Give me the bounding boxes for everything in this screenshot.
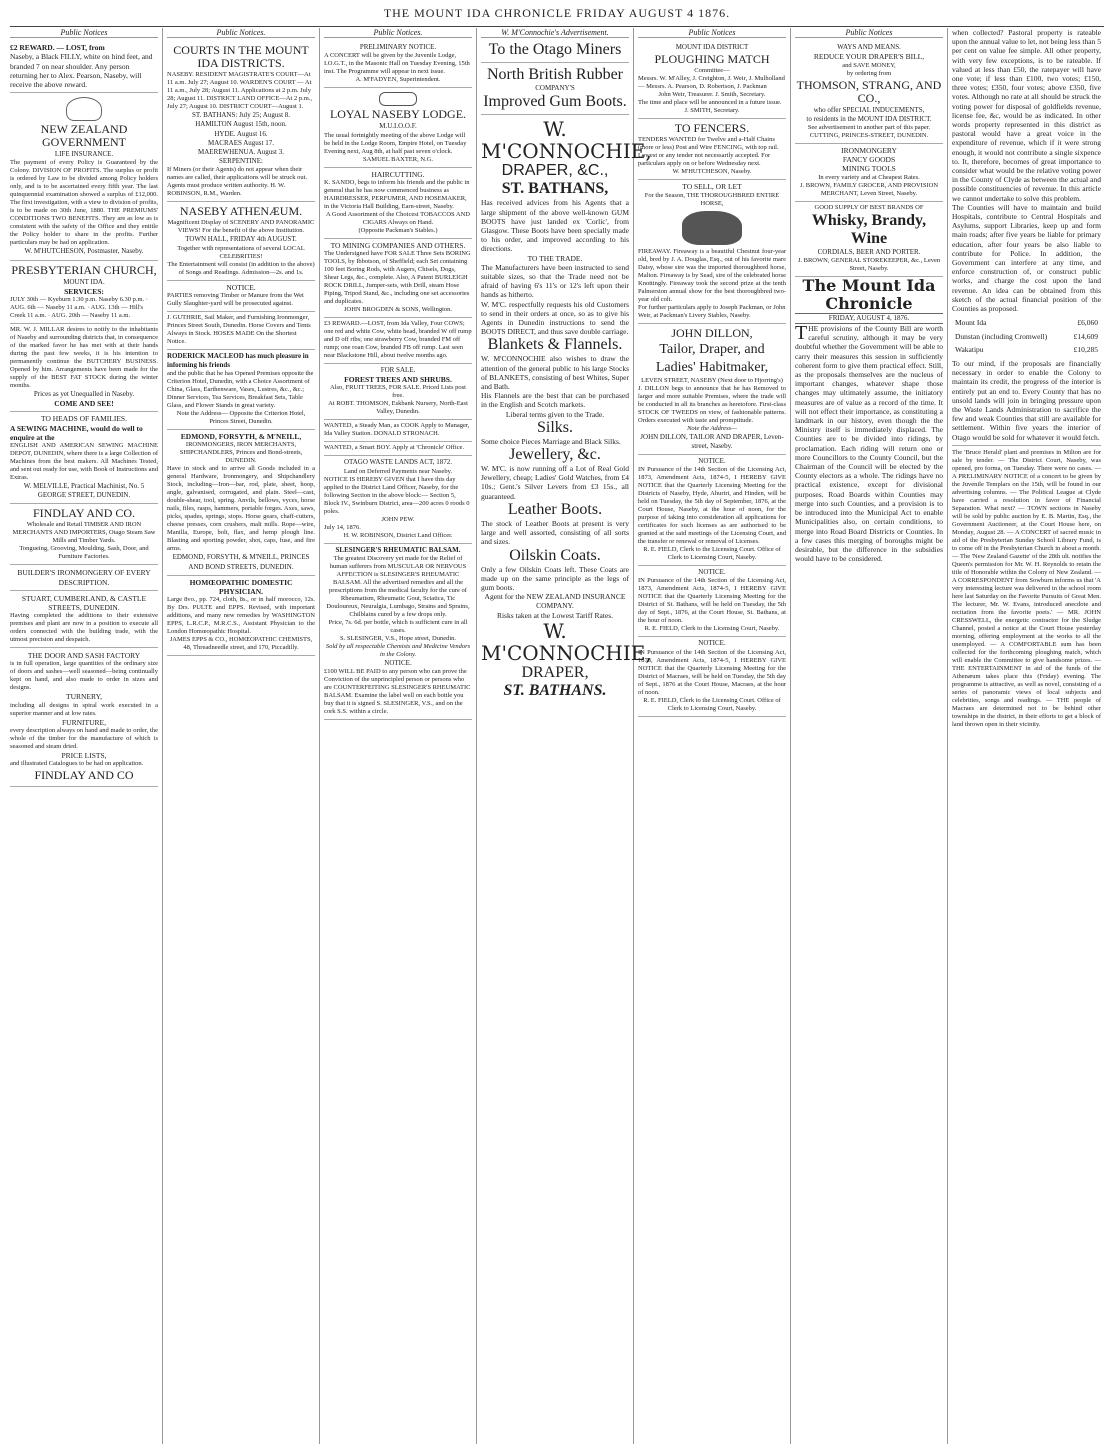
reward-text: Naseby, a Black FILLY, white on hind feet, and branded 7 on near shoulder. Any person returning her to Alex. Pearson, Naseby, will receive the above reward. [10,52,153,90]
millar-ad [10,324,158,412]
loyal-sign: SAMUEL BAXTER, N.G. [363,155,433,163]
haircutting-heading: HAIRCUTTING. [371,169,425,179]
brown-ironmongery-ad [795,144,943,202]
gum-boots: Improved Gum Boots. [483,93,627,111]
column-4 [477,28,652,1444]
whisky-ad [795,202,943,277]
melville-address: W. MELVILLE, Practical Machinist, No. 5 GEORGE STREET, DUNEDIN. [23,482,145,500]
dillon-ad [638,324,786,455]
courts-maerewhenua: MAEREWHENUA. August 3. [198,148,284,157]
edmond-ad [167,430,315,576]
edmond-subtitle: IRONMONGERS, IRON MERCHANTS, SHIPCHANDLERS, Princes and Bond-streets, DUNEDIN. [179,441,303,465]
save-money: and SAVE MONEY, [842,61,896,69]
dillon-text: J. DILLON begs to announce that he has Removed to larger and more suitable Premises, where the trade will be conducted in all its branches as heretofore. First-class STOCK OF TWEEDS on view, of fashionable patterns. Orders executed with taste and promptitude. [638,384,786,424]
column-6 [791,28,948,1444]
notice-heading: NOTICE. [698,639,726,648]
fireaway-ad [638,180,786,323]
column-header: Public Notices. [167,28,315,38]
guthrie-ad [167,312,315,350]
stuart-text: Having completed the additions to their extensive premises and plant are now in a position to execute all orders connected with the building trade, with the utmost precision and despatch. [10,612,158,644]
athenaeum-text: Magnificent Display of SCENERY AND PANORAMIC VIEWS! For the benefit of the above Institution. [167,219,315,235]
loyal-lodge-ad [324,88,472,167]
ploughing-ad [638,41,786,119]
notice-heading: NOTICE. [226,282,256,292]
local-celebrities: Together with representations of several LOCAL CELEBRITIES! [177,244,305,260]
courts-hamilton: HAMILTON August 15th, noon. [195,120,287,129]
sewing-ad [10,412,158,504]
wm-text: Has received advices from his Agents that a large shipment of the above well-known GUM BOOTS have just landed ex 'Corlic', from Glasgow. These Boots have been specially made to his order, and improved according to his directions. [481,198,629,254]
loyal-sub: M.U.I.O.O.F. [379,122,417,131]
presbyterian-ad [10,261,158,324]
notice3-text: IN Pursuance of the 14th Section of the Licensing Act, 1873, Amendment Acts, 1874-5, I HEREBY GIVE NOTICE that the Quarterly Licensing Meeting for the District of Macraes, will be held on Tuesday, the 5th day of Sept., 1876 at the Court House, Macraes, at the hour of noon. [638,648,786,696]
table-cell-value: £14,609 [1073,331,1098,341]
macleod-ad [167,350,315,430]
column-7 [948,28,1105,1444]
nz-insurance-ad [10,93,158,260]
athenaeum-title: NASEBY ATHENÆUM. [179,204,303,219]
jewellery-text: W. M'C. is now running off a Lot of Real Gold Jewellery, cheap; Ladies' Gold Watches, from £4 10s.; Gent.'s Silver Levers from £3 15s., all guaranteed. [481,464,629,501]
editorial-text: THE provisions of the County Bill are worth careful scrutiny, although it may be very doubtful whether the Government will be able to carry their measures this session in sufficiently coherent form to give them practical effect. Still, as the proposals themselves are the nucleus of important changes, whatever shape those changes may ultimately assume, the initiatory measures are of value as a record of the time. It will not effect their importance, as constituting a landmark in our history, even though the the Ministry itself is immediately displaced. The Counties are to be divided into ridings, by proclamation. Each riding will return one or more Councillors to the County Council, but the Chairman of the Council will be elected by the County electors as a whole. The ridings have no practical existence, except for divisional purposes. Road Boards within Counties may merge into such Counties, and a provision is to be introduced into the Municipal Act to enable Municipalities also, on certain conditions, to merge into Road Board Districts or Counties. In a few cases this merging of boroughs might be desirable, but the difference in the subsidies would have to be considered. [795,322,943,564]
to-sell: TO SELL, OR LET [682,182,742,192]
handshake-icon [379,92,417,106]
come-and-see: COME AND SEE! [54,399,114,409]
timber-notice [167,281,315,312]
furniture-text: every description always on hand and made to order, the whole of the timber for the manufacture of which is seasoned and steam dried. [10,726,158,750]
heads-title: TO HEADS OF FAMILIES. [41,414,127,424]
trade-text: The Manufacturers have been instructed to send suitable sizes, so that the Trade need not be afraid of having 6's 11's or 12's left upon their hands as hitherto. [481,262,629,300]
thomson-strang: THOMSON, STRANG, AND CO., [796,77,942,105]
editorial-continued-3: To our mind, if the proposals are financially necessary in order to enable the Colony to maintain its credit, the progress of the interior is entirely put an end to. Every County that has no unsold lands will join in bringing pressure upon the Waste Lands Administration to sacrifice the few and weak Counties that still are available for settlement. Within five years the interior of Otago would be sold for whatever it would fetch. [952,358,1101,442]
notice-sign: H. W. ROBINSON, District Land Officer. [343,531,453,539]
table-cell-name: Dunstan (including Cromwell) [955,331,1048,341]
plough-district: MOUNT IDA DISTRICT [675,43,749,52]
column-2 [163,28,320,1444]
committee-heading: Committee— [694,67,730,75]
agent-title: Agent for the NEW ZEALAND INSURANCE COMPANY. [484,592,626,611]
loyal-text: The usual fortnightly meeting of the above Lodge will be held in the Lodge Room, Empire Hotel, on Tuesday Evening next, Aug 8th, at half past seven o'clock. [324,131,467,155]
note-address: Note the Address— [687,424,737,432]
fencers-text: TENDERS WANTED for Twelve and a-Half Chains (more or less) Post and Wire FENCING, with top rail. Lowest or any tender not necessarily accepted. For particulars apply on or before Wednesday next. [638,136,779,168]
brown-address: J. BROWN, FAMILY GROCER, AND PROVISION MERCHANT, Leven Street, Naseby. [799,181,939,197]
liberal-terms: Liberal terms given to the Trade. [505,409,605,419]
epps-address: JAMES EPPS & CO., HOMŒOPATHIC CHEMISTS, 48, Threadneedle street, and 170, Piccadilly. [169,636,313,652]
notice1-text: IN Pursuance of the 14th Section of the Licensing Act, 1873, Amendment Acts, 1874-5, I HEREBY GIVE NOTICE that the Quarterly Licensing Meeting for the Districts of Naseby, Hyde, Ahuriri, and Hinden, will be held on Tuesday, the 5th day of September, 1876, at the Court House, Naseby, at the hour of noon, for the purpose of taking into consideration all applications for certificates for such licenses as are authorised to be granted at the said meetings of the Licensing Court, and the transfer or renewal or removal of Licenses. [638,466,786,546]
findlay-title: FINDLAY AND CO. [32,506,136,521]
flannels-text: His Flannels are the best that can be purchased in the English and Scotch markets. [481,391,629,410]
field1-sign: R. E. FIELD, Clerk to the Licensing Court. Office of Clerk to Licensing Court, Naseby. [643,546,781,562]
town-hall: TOWN HALL, FRIDAY 4th AUGUST. [185,235,297,244]
newspaper-columns [6,28,1108,1444]
jewellery-title: Jewellery, &c. [509,446,601,464]
fancy-goods: FANCY GOODS [842,155,896,165]
trees-ad [324,364,472,420]
courts-title: COURTS IN THE MOUNT IDA DISTRICTS. [173,43,309,71]
hundred-text: £100 WILL BE PAID to any person who can prove the Conviction of the unprincipled person or persons who are COUNTERFEITING SLESINGER'S RHEUMATIC BALSAM. Examine the label well on each bottle you buy that it is signed S. SLESINGER, V.S., and on the cork S.S. within a circle. [324,668,471,716]
licensing-notice-2 [638,566,786,637]
silks-text: Some choice Pieces Marriage and Black Silks. [481,436,621,446]
table-row [954,317,1099,328]
chronicle-title: The Mount Ida Chronicle [802,275,936,313]
good-supply: GOOD SUPPLY OF BEST BRANDS OF [814,203,924,211]
dillon-sub: Tailor, Draper, and Ladies' Habitmaker, [655,341,769,375]
courts-text: NASEBY. RESIDENT MAGISTRATE'S COURT—At 11 a.m. July 27; August 10. WARDEN'S COURT — At 11 a.m., July 28; August 11. Applications at 2 p.m. July 28; August 11. DISTRICT LAND OFFICE—At 2 p.m., July 27; August 10. DISTRICT COURT—August 1. [167,71,312,111]
wm-stbathans: ST. BATHANS, [501,180,609,198]
findlay-text: Wholesale and Retail TIMBER AND IRON MERCHANTS AND IMPORTERS, Otago Steam Saw Mills and Timber Yards. [12,521,156,545]
wm-footer-draper: DRAPER, [521,663,589,681]
ways-means: WAYS AND MEANS. [837,43,901,52]
table-row [954,344,1099,355]
nbr-sub: COMPANY'S [535,84,575,93]
nbr-title: North British Rubber [487,66,623,84]
haircutting-ad [324,168,472,239]
leather-title: Leather Boots. [507,500,603,518]
nz-subtitle: LIFE INSURANCE. [54,150,114,159]
for-sale: FOR SALE. [380,366,416,375]
loyal-title: LOYAL NASEBY LODGE. [329,107,467,122]
wm-footer-name: W. M'CONNOCHIE, [481,618,652,665]
nz-title: NEW ZEALAND GOVERNMENT [40,122,128,150]
notice-heading: NOTICE. [698,568,726,577]
thomson-strang-ad [795,41,943,144]
trade-text2: W. M'C. respectfully requests his old Customers to send in their orders at once, so as to give his Agents in Dunedin instructions to send the BOOTS DIRECT, and thus save double carriage. [481,299,629,337]
table-cell-name: Mount Ida [955,318,987,328]
mining-ad [324,239,472,318]
parties-text: PARTIES removing Timber or Manure from the Wet Gully Slaughter-yard will be prosecuted against. [167,291,304,307]
column-header: Public Notices. [324,28,472,38]
homeopathic-ad [167,576,315,656]
table-cell-value: £6,060 [1077,318,1098,328]
reward-cows-text: £3 REWARD.—LOST, from Ida Valley, Four COWS; one red and white Cow, white head, branded W off rump and D off ribs; one strawberry Cow, branded FM off rump; one roan Cow, branded FB off rump. Last seen near Blackstone Hill, about twelve months ago. [324,320,472,360]
slesinger-sold: Sold by all respectable Chemists and Medicine Vendors in the Colony. [325,642,471,658]
blankets-title: Blankets & Flannels. [487,336,623,354]
findlay-text2: Tongueing, Grooving, Moulding, Sash, Door, and Furniture Factories. [19,545,149,561]
blankets-text: W. M'CONNOCHIE also wishes to draw the attention of the general public to his large Stocks of BLANKETS, consisting of best Whites, Super and Bath. [481,354,629,392]
cutting-address: CUTTING, PRINCES-STREET, DUNEDIN. [809,132,929,140]
courts-ad [167,41,315,202]
mining-text: The Undersigned have FOR SALE Three Sets BORING TOOLS, by Ibbotson, of Sheffield; each Set containing 100 feet Boring Rods, with Augers, Chisels, Dogs, Shear Legs, &c., complete. Also, A Patent BURLEIGH ROCK DRILL, Jumper-sets, with Drill, steam Hose Piping, Tripod Stand, &c., including one set accessories and duplicates. [324,250,471,306]
field3-sign: R. E. FIELD, Clerk to the Licensing Court. Office of Clerk to Licensing Court, Naseby. [643,696,781,712]
reward-ad [10,41,158,93]
prelim-heading: PRELIMINARY NOTICE. [359,43,437,52]
services-list: JULY 30th — Kyeburn 1.30 p.m. Naseby 6.30 p.m. · AUG. 6th — Naseby 11 a.m. · AUG. 13th — Hill's Creek 11 a.m. · AUG. 20th — Naseby 11 a.m. [10,296,148,320]
notice-hereby: NOTICE IS HEREBY GIVEN that I have this day applied to the District Land Officer, Naseby, for the following Section in the above block:— Section 5, Block IV., Swinburn District, area—200 acres 0 roods 0 poles. [324,475,470,515]
ironmongery: IRONMONGERY [841,146,897,156]
door-text: is in full operation, large quantities of the ordinary size of doors and sashes—well seasoned—being continually kept on hand, and also made to order in sizes and designs. [10,660,158,692]
otago-miners: To the Otago Miners [488,41,622,59]
sando-address: (Opposite Packman's Stables.) [358,226,438,234]
fruit-trees: Also, FRUIT TREES, FOR SALE. Priced Lists post free. [330,384,466,400]
mining-title: TO MINING COMPANIES AND OTHERS. [330,240,466,250]
fireaway-text: FIREAWAY. Fireaway is a beautiful Chestnut four-year old, bred by J. A. Douglas, Esq., out of his favorite mare Daisy, whose sire was the imported thoroughbred horse, Malton. Fireaway is by Sead, sire of the celebrated horse Knottingly. Fireaway took the second prize at the tenth Palmerston annual show for the best thoroughbred two-year old colt. [638,247,786,303]
news-items: The 'Bruce Herald' plant and premises in Milton are for sale by tender. — The District Court, Naseby, was opened, pro forma, on Tuesday. There were no cases. — A PRELIMINARY NOTICE of a concert to be given by the Juvenile Templars on the 15th, will be found in our advertising columns. — The Political League at Clyde have carried a resolution in favor of Financial Separation. What next? — TOWN sections in Naseby will be sold by public auction by E. B. Martin, Esq., the Government Auctioneer, at the Court House here, on Monday, August 28. — A CONCERT of sacred music in aid of the Presbyterian Sunday School Library Fund, is to come off in the Presbyterian Church in about a month. — The 'New Zealand Gazette' of the 28th ult. notifies the Queen's permission for Mr. W. H. Reynolds to retain the title of Honorable within the Colony of New Zealand. — A CORRESPONDENT from Sowburn informs us that 'A very interesting lecture was delivered in the school room here last Saturday on the Favorite Pursuits of Great Men. The lecturer, Mr. W. Evans, introduced anecdote and recitation from the favorite poets.' — MR. JOHN CRESSWELL, the energetic contractor for the Sludge Channel, posted a notice at the Court House yesterday morning, offering employment at the works to all the unemployed. — A COMFORTABLE sum has been collected for the forthcoming ploughing match, which will enable the Committee to give handsome prizes. — THE ENTERTAINMENT in aid of the funds of the Athenæum takes place this (Friday) evening. The programme is attractive, as well as novel, consisting of a series of panoramic views of local subjects and celebrities, songs and readings. — THE people of Macraes are determined not to be behind other townships in the district, in their efforts to get a block of land thrown open in their vicinity. [952,448,1101,728]
athenaeum-note: The Entertainment will consist (in addition to the above) of Songs and Readings. Admission—2s. and 1s. [167,260,315,276]
to-trade: TO THE TRADE. [527,253,583,263]
courts-note: If Miners (or their Agents) do not appear when their names are called, their applications will be struck out. Agents must produce written authority. H. W. ROBINSON, R.M., Warden. [167,166,308,198]
brown2-address: J. BROWN, GENERAL STOREKEEPER, &c., Leven Street, Naseby. [797,256,941,272]
turnery-heading: TURNERY, [66,692,102,702]
dillon-address: LEVEN STREET, NASEBY (Next door to Hjorring's) [641,376,783,384]
fencers-title: TO FENCERS. [674,121,750,136]
committee-list: Messrs. W. M'Alley, J. Creighton, J. Weir, J. Mulholland — Messrs. A. Pearson, D. Robertson, J. Packman [638,75,785,91]
notice2-text: IN Pursuance of the 14th Section of the Licensing Act, 1873, Amendment Acts, 1874-5, I HEREBY GIVE NOTICE that the Quarterly Licensing Meeting for the District of St. Bathans, will be held on Tuesday, the 5th day of Sept., 1876, at the Court House, St. Bathans, at the hour of noon. [638,577,786,625]
notice-heading: NOTICE. [698,457,726,466]
chronicle-date: FRIDAY, AUGUST 4, 1876. [795,313,943,324]
crest-icon [66,97,102,121]
millar-text: MR. W. J. MILLAR desires to notify to the inhabitants of Naseby and surrounding districts that, in consequence of the marked favor he has met with at their hands during the past few weeks, it is his intention to permanently continue the BUTCHERY BUSINESS. Opened by him. Arrangements have been made for the supply of the BEST FAT STOCK during the winter months. [10,326,158,390]
slesinger-address: S. SLESINGER, V.S., Hope street, Dunedin. [339,634,457,642]
editorial-continued-2: The Counties will have to maintain and build Hospitals, contribute to Central Hospitals and Asylums, support Libraries, keep up and form main roads; after five years be liable for primary education, after four years be also liable to contribute for Police. In addition, the Government can interfere at any time, and enforce construction of, or construct public works, and charge the cost upon the land revenue. An idea can be obtained from this sketch of the actual financial position of the Counties as proposed. [952,202,1101,314]
courts-serpentine: SERPENTINE: [219,157,263,166]
nz-text: The payment of every Policy is Guaranteed by the Colony. DIVISION OF PROFITS. The surplus or profit is ordered by Law to be divided among Policy holders only, and is to be ascertained every fifth year. The last quinquennial examination showed a surplus of £12,000. The first investigation, with a view to division of profits, is to be made on 30th June, 1880. THE PREMIUMS' CONDITIONS TWO BENEFITS. They are as low as is consistent with the safety of the Office and they entitle the Policy holder to share in the profits. Further particulars may be had on application. [10,159,158,247]
season: For the Season, THE THOROUGHBRED ENTIRE HORSE, [644,191,780,207]
notice-pew: JOHN PEW. [381,515,415,523]
column-header: Public Notices [638,28,786,38]
column-1 [6,28,163,1444]
agent-text: Risks taken at the Lowest Tariff Rates. [496,610,614,620]
slesinger-ad [324,544,472,720]
fencers-ad [638,119,786,180]
findlay-footer: FINDLAY AND CO [34,768,134,783]
wm-draper: DRAPER, &C., [501,162,609,180]
forest-trees: FOREST TREES AND SHRUBS. [344,375,452,385]
stuart-heading: STUART, CUMBERLAND, & CASTLE STREETS, DUNEDIN. [21,593,147,613]
courts-stbathans: ST. BATHANS: July 25; August 8. [191,111,291,120]
concert-sign: A. M'FADYEN, Superintendent. [355,76,441,84]
column-3 [320,28,477,1444]
table-row [954,331,1099,342]
presb-title: PRESBYTERIAN CHURCH, [11,262,157,277]
reward-cows-ad [324,318,472,364]
homeo-title: HOMŒOPATHIC DOMESTIC PHYSICIAN. [189,577,293,597]
reward-title: £2 REWARD. — LOST, from [10,43,105,53]
sando-text: K. SANDO, begs to inform his friends and the public in general that he has now commenced business as HAIRDRESSER, PERFUMER, AND HOSEMAKER, in the Victoria Hall Building, Earn-street, Naseby. [324,178,470,210]
wanted-cook: WANTED, a Steady Man, as COOK Apply to Manager, Ida Valley Station. DONALD STRONACH. [324,422,470,438]
plough-sign: J. SMITH, Secretary. [684,107,740,115]
reduce-bill: REDUCE YOUR DRAPER'S BILL, [813,52,925,62]
oilskin-text: Only a few Oilskin Coats left. These Coats are made up on the same principle as the legs of gum boots. [481,564,629,592]
fireaway-particulars: For further particulars apply to Joseph Packman, or John Weir, at Packman's Livery Stables, Naseby. [638,303,786,319]
wanted-cook-ad [324,420,472,442]
otago-lands-ad [324,456,472,543]
otago-lands-title: OTAGO WASTE LANDS ACT, 1872. [343,458,453,467]
dillon-footer: JOHN DILLON, TAILOR AND DRAPER, Leven-street, Naseby. [640,432,784,450]
guthrie-text: J. GUTHRIE, Sail Maker, and Furnishing Ironmonger, Princes Street South, Dunedin. Horse Covers and Tents Always in Stock. HOSES MADE On the Shortest Notice. [167,313,311,345]
oilskin-title: Oilskin Coats. [509,546,601,564]
courts-hyde: HYDE. August 16. [214,129,268,138]
sewing-title: A SEWING MACHINE, would do well to enquire at the [10,423,143,442]
licensing-notice-1 [638,455,786,566]
whisky-title: Whisky, Brandy, Wine [811,211,927,247]
price-text: and illustrated Catalogues to be had on application. [10,760,144,768]
fencers-sign: W. M'HUTCHESON, Naseby. [672,168,752,176]
column-5 [634,28,791,1444]
services-heading: SERVICES: [64,286,104,296]
column-header: W. M'Connochie's Advertisement. [481,28,629,38]
door-heading: THE DOOR AND SASH FACTORY [27,651,141,661]
notice-date: July 14, 1876. [324,523,361,531]
macleod-text: and the public that he has Opened Premises opposite the Criterion Hotel, Dunedin, with a Choice Assortment of China, Glass, Earthenware, Vases, Lustres, &c., &c.; Dinner Services, Tea Services, Breakfast Sets, Table Glass, and Flower Stands in great variety. [167,370,314,410]
concert-text: A CONCERT will be given by the Juvenile Lodge, I.O.G.T., in the Masonic Hall on Tuesday Evening, 15th inst. The Programme will appear in next issue. [324,52,470,76]
masthead [10,6,1104,27]
mining-sign: JOHN BROGDEN & SONS, Wellington. [343,306,453,314]
revenue-table [952,315,1101,357]
wm-footer-town: ST. BATHANS. [503,681,607,699]
plough-text: The time and place will be announced in a future issue. [638,99,782,107]
slesinger-text: The greatest Discovery yet made for the Relief of human sufferers from MUSCULAR OR NERVOUS AFFECTION is SLESINGER'S RHEUMATIC BALSAM. All the advertised remedies and all the prescriptions from the medical faculty for the cure of Rheumatism, Rheumatic Gout, Sciatica, Tic Douloureux, Neuralgia, Lumbago, Strains and Sprains, Chilblains cured by a few drops only. [326,554,470,618]
courts-macraes: MACRAES August 17. [208,138,274,147]
column-header: Public Notices [10,28,158,38]
nz-signature: W. M'HUTCHESON, Postmaster, Naseby. [24,247,144,256]
athenaeum-ad [167,202,315,280]
wm-name: W. M'CONNOCHIE, [481,117,652,164]
slesinger-title: SLESINGER'S RHEUMATIC BALSAM. [335,545,461,554]
field2-sign: R. E. FIELD, Clerk to the Licensing Court, Naseby. [644,625,780,633]
wanted-boy: WANTED, a Smart BOY. Apply at 'Chronicle' Office. [324,444,465,452]
macleod-address: Note the Address— Opposite the Criterion Hotel, Princes Street, Dunedin. [176,410,306,426]
cheapest-rates: In every variety and at Cheapest Rates. [818,173,920,181]
millar-prices: Prices as yet Unequalled in Naseby. [33,390,135,399]
presb-subtitle: MOUNT IDA. [63,277,105,286]
cordials: CORDIALS, BEER AND PORTER. [817,247,921,256]
notice2-heading: NOTICE. [384,658,412,667]
edmond-text: Have in stock and to arrive all Goods included in a general Hardware, Ironmongery, and Shipchandlery Stock, including—Iron—bar, rod, plate, sheet, hoop, angle, galvanised, corrugated, and plain. Steel—cast, double-shear, tool, spring. Anvils, bellows, vyces, horse nails, files, rasps, hammers, portable forges. Axes, saws, picks, spades, springs, stops. Horse gears, chaff-cutters, cheese presses, corn crushers, malt mills. Rope—wire, Manilla, Europe, bolt, flax, and hemp plough line. Blasting and sporting powder, shot, caps, fuse, and fire arms. [167,465,315,553]
edmond-title: EDMOND, FORSYTH, & M'NEILL, [180,432,302,442]
otago-lands-text: Land on Deferred Payments near Naseby. [343,467,453,475]
slesinger-price: Price, 7s. 6d. per bottle, which is sufficient cure in all cases. [328,618,468,634]
dillon-title: JOHN DILLON, [671,325,753,340]
furniture-heading: FURNITURE, [62,717,106,727]
homeo-text: Large 8vo., pp. 724, cloth, 8s., or in half morocco, 12s. By Drs. PULTE and EPPS. Revised, with important additions, and many new remedies by WASHINGTON EPPS, L.R.C.P., M.R.C.S., Assistant Physician to the London Homœopathic Hospital. [167,596,315,636]
by-ordering: by ordering from [846,69,892,77]
findlay-ad [10,504,158,787]
silks-title: Silks. [536,418,573,436]
turnery-text: including all designs in spiral work executed in a superior manner and at low rates. [10,701,158,717]
masthead-title: THE MOUNT IDA CHRONICLE FRIDAY AUGUST 4 1876. [383,6,731,20]
licensing-notice-3 [638,637,786,716]
macleod-title: RODERICK MACLEOD has much pleasure in informing his friends [167,351,309,370]
mining-tools: MINING TOOLS [842,164,896,174]
table-cell-name: Wakatipu [955,344,984,354]
see-advertisement: See advertisement in another part of this paper. [807,124,931,132]
sewing-text: ENGLISH AND AMERICAN SEWING MACHINE DEPOT, DUNEDIN, where there is a large Collection of Machines from the best makers. All Machines Tested, and sent out ready for use, with Book of Instructions and Extras. [10,442,158,482]
sando-stock: A Good Assortment of the Choicest TOBACCOS AND CIGARS Always on Hand. [325,210,471,226]
thomson-nursery: At ROBT. THOMSON, Eskbank Nursery, North-East Valley, Dunedin. [328,400,468,416]
concert-ad [324,41,472,88]
horse-illustration [682,211,742,245]
plough-officers: John Weir, Treasurer. J. Smith, Secretary. [658,91,766,99]
residents: to residents in the MOUNT IDA DISTRICT. [806,114,932,123]
wanted-boy-ad [324,442,472,456]
plough-title: PLOUGHING MATCH [654,52,770,67]
special-inducements: who offer SPECIAL INDUCEMENTS, [813,105,925,114]
column-header: Public Notices [795,28,943,38]
edmond-footer: EDMOND, FORSYTH, & M'NEILL, PRINCES AND BOND STREETS, DUNEDIN. [172,553,310,571]
price-lists-heading: PRICE LISTS, [61,750,107,760]
editorial-continued: when collected? Pastoral property is rateable upon the annual value to let, not being less than 5 per cent on value fee simple. All other property, with very few exceptions, is to be rateable. If valued at less than £50, the ratepayer will have one vote; if less than £100, two votes; £150, three votes; £350, four votes; above £350, five votes. Although no rate at all should be struck the voting power for disposal of goldfields revenue, license fee, &c, would be as indicated. In other words property represented in this district as pastoral would have a great voice in the expenditure of revenue, which if it were strong enough, it would not contribute a single sixpence to. It, therefore, becomes of great importance to consider what would be the relative voting power in the County of Clyde as between the actual and possible constituencies of revenue. In this article we cannot undertake to solve this problem. [952,28,1101,203]
leather-text: The stock of Leather Boots at present is very large and well assorted, consisting of all sorts and sizes. [481,518,629,547]
ironmongery-heading: BUILDER'S IRONMONGERY OF EVERY DESCRIPTION. [17,568,151,587]
table-cell-value: £10,285 [1073,344,1098,354]
